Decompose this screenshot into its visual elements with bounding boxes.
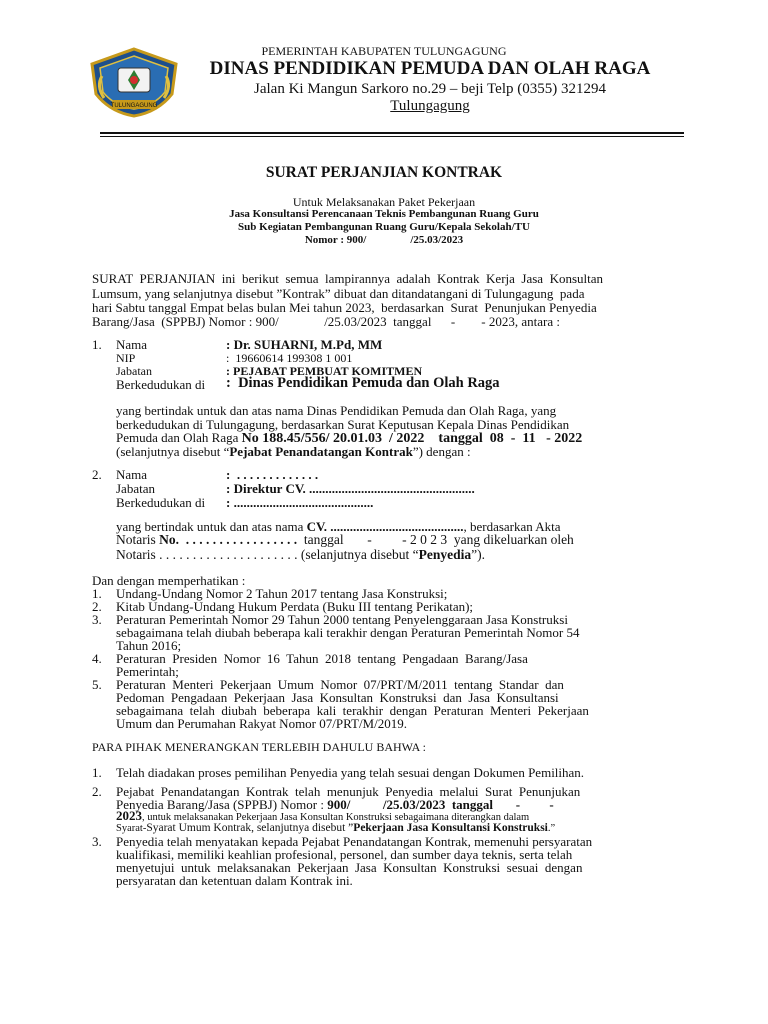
intro-line-1: SURAT PERJANJIAN ini berikut semua lampirannya adalah Kontrak Kerja Jasa Konsultan bbox=[92, 271, 604, 286]
party2-number: 2. bbox=[92, 467, 102, 482]
considering-item-4-line-1: Peraturan Presiden Nomor 16 Tahun 2018 tentang Pengadaan Barang/Jasa bbox=[116, 651, 528, 666]
considering-item-5-line-1: Peraturan Menteri Pekerjaan Umum Nomor 07/PRT/M/2011 tentang Standar dan bbox=[116, 677, 564, 692]
considering-item-2-number: 2. bbox=[92, 599, 102, 614]
intro-line-2: Lumsum, yang selanjutnya disebut ”Kontrak” dibuat dan ditandatangani di Tulungagung pada bbox=[92, 286, 585, 301]
party1-desc-line-4: (selanjutnya disebut “Pejabat Penandatangan Kontrak”) dengan : bbox=[116, 444, 471, 459]
considering-item-2: Kitab Undang-Undang Hukum Perdata (Buku III tentang Perikatan); bbox=[116, 599, 474, 614]
declaration-item-2-line-4: Syarat-Syarat Umum Kontrak, selanjutnya disebut ”Pekerjaan Jasa Konsultansi Konstruksi.” bbox=[116, 822, 556, 834]
party1-name: : Dr. SUHARNI, M.Pd, MM bbox=[226, 337, 383, 352]
considering-item-5-line-2: Pedoman Pengadaan Pekerjaan Jasa Konsultan Konstruksi dan Jasa Konsultansi bbox=[116, 690, 559, 705]
considering-item-5-line-4: Umum dan Perumahan Rakyat Nomor 07/PRT/M/2019. bbox=[116, 716, 407, 731]
considering-item-3-line-2: sebagaimana telah diubah beberapa kali terakhir dengan Peraturan Pemerintah Nomor 54 bbox=[116, 625, 580, 640]
header-agency: DINAS PENDIDIKAN PEMUDA DAN OLAH RAGA bbox=[209, 58, 651, 79]
party1-label-position: Jabatan bbox=[116, 364, 152, 378]
party1-number: 1. bbox=[92, 337, 102, 352]
party1-decree-number: No 188.45/556/ 20.01.03 / 2022 tanggal 08 - 11 - 2022 bbox=[241, 431, 583, 446]
subtitle-line-3: Sub Kegiatan Pembangunan Ruang Guru/Kepala Sekolah/TU bbox=[238, 221, 530, 233]
contract-number: Nomor : 900/ /25.03/2023 bbox=[304, 234, 464, 246]
intro-line-3: hari Sabtu tanggal Empat belas bulan Mei tahun 2023, berdasarkan Surat Penunjukan Penyedia bbox=[92, 300, 597, 315]
party1-label-domicile: Berkedudukan di bbox=[116, 377, 206, 392]
party1-desc-line-3: Pemuda dan Olah Raga No 188.45/556/ 20.01.03 / 2022 tanggal 08 - 11 - 2022 bbox=[116, 430, 583, 446]
declaration-item-3-line-3: menyetujui untuk melaksanakan Pekerjaan Jasa Konsultan Konstruksi sesuai dengan bbox=[116, 860, 583, 875]
declaration-heading: PARA PIHAK MENERANGKAN TERLEBIH DAHULU BAHWA : bbox=[92, 740, 427, 754]
declaration-item-2-line-3: 2023, untuk melaksanakan Pekerjaan Jasa Konsultan Konstruksi sebagaimana diterangkan dalam bbox=[116, 808, 530, 823]
declaration-item-3-line-1: Penyedia telah menyatakan kepada Pejabat Penandatangan Kontrak, memenuhi persyaratan bbox=[116, 834, 593, 849]
considering-item-3-number: 3. bbox=[92, 612, 102, 627]
considering-heading: Dan dengan memperhatikan : bbox=[92, 573, 246, 588]
declaration-item-3-line-4: persyaratan dan ketentuan dalam Kontrak ini. bbox=[116, 873, 353, 888]
considering-item-3-line-3: Tahun 2016; bbox=[116, 638, 182, 653]
header-city: Tulungagung bbox=[390, 98, 470, 114]
party2-name: : . . . . . . . . . . . . . bbox=[226, 467, 319, 482]
declaration-item-2-number: 2. bbox=[92, 784, 102, 799]
header-address: Jalan Ki Mangun Sarkoro no.29 – beji Telp (0355) 321294 bbox=[254, 81, 606, 97]
subtitle-line-1: Untuk Melaksanakan Paket Pekerjaan bbox=[292, 195, 476, 209]
party2-desc-line-1: yang bertindak untuk dan atas nama CV. ........................................., berdasarkan Akta bbox=[116, 519, 561, 534]
party2-label-position: Jabatan bbox=[116, 481, 155, 496]
party2-label-domicile: Berkedudukan di bbox=[116, 495, 206, 510]
considering-item-1: Undang-Undang Nomor 2 Tahun 2017 tentang Jasa Konstruksi; bbox=[116, 586, 448, 601]
intro-line-4: Barang/Jasa (SPPBJ) Nomor : 900/ /25.03/2023 tanggal - - 2023, antara : bbox=[92, 314, 560, 329]
declaration-item-3-number: 3. bbox=[92, 834, 102, 849]
declaration-item-2-line-2: Penyedia Barang/Jasa (SPPBJ) Nomor : 900/ /25.03/2023 tanggal - - bbox=[116, 797, 554, 812]
party2-label-name: Nama bbox=[116, 467, 148, 482]
declaration-item-3-line-2: kualifikasi, memiliki keahlian profesional, personel, dan sumber daya teknis, serta telah bbox=[116, 847, 573, 862]
considering-item-3-line-1: Peraturan Pemerintah Nomor 29 Tahun 2000 tentang Penyelenggaraan Jasa Konstruksi bbox=[116, 612, 568, 627]
declaration-item-1: Telah diadakan proses pemilihan Penyedia yang telah sesuai dengan Dokumen Pemilihan. bbox=[116, 765, 585, 780]
considering-item-4-line-2: Pemerintah; bbox=[116, 664, 179, 679]
party1-position: : PEJABAT PEMBUAT KOMITMEN bbox=[226, 364, 423, 378]
header-government: PEMERINTAH KABUPATEN TULUNGAGUNG bbox=[261, 44, 507, 58]
party2-domicile: : ........................................... bbox=[226, 495, 374, 510]
party1-desc-line-2: berkedudukan di Tulungagung, berdasarkan Surat Keputusan Kepala Dinas Pendidikan bbox=[116, 417, 570, 432]
considering-item-5-line-3: sebagaimana telah diubah beberapa kali terakhir dengan Peraturan Menteri Pekerjaan bbox=[116, 703, 589, 718]
header-divider-thin bbox=[100, 136, 684, 137]
party1-desc-line-1: yang bertindak untuk dan atas nama Dinas Pendidikan Pemuda dan Olah Raga, yang bbox=[116, 403, 557, 418]
party2-desc-line-2: Notaris No. . . . . . . . . . . . . . . . . . tanggal - - 2 0 2 3 yang dikeluarkan oleh bbox=[116, 532, 574, 547]
party1-label-name: Nama bbox=[116, 337, 148, 352]
considering-item-5-number: 5. bbox=[92, 677, 102, 692]
considering-item-1-number: 1. bbox=[92, 586, 102, 601]
party2-desc-line-3: Notaris . . . . . . . . . . . . . . . . . . . . . (selanjutnya disebut “Penyedia”). bbox=[116, 547, 485, 562]
subtitle-line-2: Jasa Konsultansi Perencanaan Teknis Pembangunan Ruang Guru bbox=[229, 208, 539, 220]
party1-domicile: : Dinas Pendidikan Pemuda dan Olah Raga bbox=[226, 375, 500, 391]
header-divider bbox=[100, 132, 684, 134]
logo-text: TULUNGAGUNG bbox=[110, 103, 158, 109]
party1-nip: : 19660614 199308 1 001 bbox=[226, 351, 353, 365]
party1-role-label: Pejabat Penandatangan Kontrak bbox=[229, 444, 413, 459]
party2-position: : Direktur CV. ................................................... bbox=[226, 481, 475, 496]
declaration-item-1-number: 1. bbox=[92, 765, 102, 780]
considering-item-4-number: 4. bbox=[92, 651, 102, 666]
document-title: SURAT PERJANJIAN KONTRAK bbox=[265, 164, 503, 181]
party1-label-nip: NIP bbox=[116, 351, 136, 365]
declaration-item-2-line-1: Pejabat Penandatangan Kontrak telah menunjuk Penyedia melalui Surat Penunjukan bbox=[116, 784, 581, 799]
